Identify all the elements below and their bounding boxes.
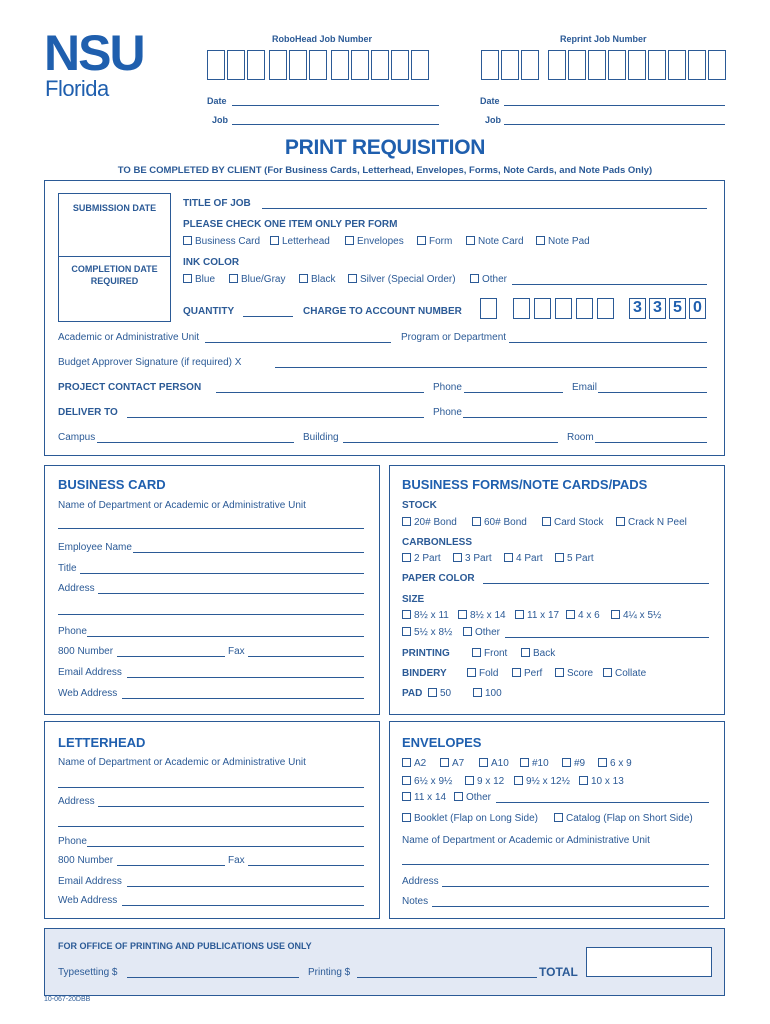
env-other[interactable]: Other [454, 792, 491, 803]
bindery-collate[interactable]: Collate [603, 668, 646, 679]
bc-fax-field[interactable] [248, 656, 364, 657]
logo-nsu: NSU [44, 25, 144, 81]
bc-address-field-2[interactable] [58, 614, 364, 615]
reprint-label: Reprint Job Number [560, 34, 647, 44]
checkbox-icon [512, 668, 521, 677]
lh-phone-label: Phone [58, 836, 87, 847]
ink-blue-gray[interactable]: Blue/Gray [229, 274, 285, 285]
campus-field[interactable] [97, 442, 294, 443]
lh-dept-field[interactable] [58, 787, 364, 788]
printing-back[interactable]: Back [521, 648, 555, 659]
checkbox-icon [402, 610, 411, 619]
size-other[interactable]: Other [463, 627, 500, 638]
paper-color-field[interactable] [483, 583, 709, 584]
job-label-1: Job [212, 115, 229, 125]
checkbox-icon [562, 758, 571, 767]
env-a10[interactable]: A10 [479, 758, 509, 769]
env-10x13[interactable]: 10 x 13 [579, 776, 624, 787]
lh-web-label: Web Address [58, 895, 118, 906]
env-6-5x9-5[interactable]: 6½ x 9½ [402, 776, 452, 787]
checkbox-icon [417, 236, 426, 245]
paper-color-label: PAPER COLOR [402, 573, 475, 584]
stock-label: STOCK [402, 500, 437, 511]
lh-fax-field[interactable] [248, 865, 364, 866]
account-digit: 3 [629, 298, 646, 319]
checkbox-icon [504, 553, 513, 562]
checkbox-icon [458, 610, 467, 619]
account-digit: 5 [669, 298, 686, 319]
logo-florida: Florida [45, 76, 109, 101]
printing-front[interactable]: Front [472, 648, 507, 659]
checkbox-icon [467, 668, 476, 677]
env-10[interactable]: #10 [520, 758, 549, 769]
checkbox-icon [566, 610, 575, 619]
ink-other-field[interactable] [512, 284, 707, 285]
campus-label: Campus [58, 432, 96, 443]
bc-dept-label: Name of Department or Academic or Administrative Unit [58, 500, 306, 511]
carbonless-label: CARBONLESS [402, 537, 473, 548]
typesetting-field[interactable] [127, 977, 299, 978]
env-9-5x12-5[interactable]: 9½ x 12½ [514, 776, 570, 787]
item-note-card[interactable]: Note Card [466, 236, 524, 247]
item-note-pad[interactable]: Note Pad [536, 236, 590, 247]
date-field-1[interactable] [232, 105, 439, 106]
total-field[interactable] [586, 947, 712, 977]
envelopes-heading: ENVELOPES [402, 735, 482, 750]
checkbox-icon [440, 758, 449, 767]
checkbox-icon [514, 776, 523, 785]
checkbox-icon [402, 758, 411, 767]
checkbox-icon [299, 274, 308, 283]
checkbox-icon [402, 792, 411, 801]
item-letterhead[interactable]: Letterhead [270, 236, 330, 247]
lh-email-label: Email Address [58, 876, 122, 887]
bc-employee-field[interactable] [133, 552, 364, 553]
checkbox-icon [479, 758, 488, 767]
bc-title-field[interactable] [80, 573, 364, 574]
building-label: Building [303, 432, 339, 443]
letterhead-section [44, 721, 380, 919]
bc-phone-field[interactable] [87, 636, 364, 637]
bc-800-field[interactable] [117, 656, 225, 657]
bindery-label: BINDERY [402, 668, 447, 679]
bindery-score[interactable]: Score [555, 668, 593, 679]
contact-phone-field[interactable] [464, 392, 563, 393]
env-9x12[interactable]: 9 x 12 [465, 776, 504, 787]
bindery-fold[interactable]: Fold [467, 668, 498, 679]
lh-address-field-2[interactable] [58, 826, 364, 827]
bc-phone-label: Phone [58, 626, 87, 637]
env-dept-field[interactable] [402, 864, 709, 865]
ink-black[interactable]: Black [299, 274, 335, 285]
date-label-2: Date [480, 96, 500, 106]
account-digit: 0 [689, 298, 706, 319]
checkbox-icon [554, 813, 563, 822]
lh-web-field[interactable] [122, 905, 364, 906]
checkbox-icon [470, 274, 479, 283]
size-8-5x14[interactable]: 8½ x 14 [458, 610, 506, 621]
program-label: Program or Department [401, 332, 507, 343]
env-booklet[interactable]: Booklet (Flap on Long Side) [402, 813, 538, 824]
checkbox-icon [402, 517, 411, 526]
deliver-to-field[interactable] [127, 417, 424, 418]
checkbox-icon [555, 553, 564, 562]
bindery-perf[interactable]: Perf [512, 668, 542, 679]
bc-employee-label: Employee Name [58, 542, 132, 553]
carbonless-3-part[interactable]: 3 Part [453, 553, 492, 564]
page-title: PRINT REQUISITION [284, 136, 486, 159]
item-form[interactable]: Form [417, 236, 452, 247]
size-8-5x11[interactable]: 8½ x 11 [402, 610, 449, 621]
checkbox-icon [402, 813, 411, 822]
page-subtitle: TO BE COMPLETED BY CLIENT (For Business Cards, Letterhead, Envelopes, Forms, Note Cards, and Note Pads Only) [117, 165, 653, 176]
quantity-label: QUANTITY [183, 306, 235, 317]
checkbox-icon [555, 668, 564, 677]
title-of-job-label: TITLE OF JOB [183, 198, 251, 209]
checkbox-icon [463, 627, 472, 636]
env-catalog[interactable]: Catalog (Flap on Short Side) [554, 813, 693, 824]
pad-50[interactable]: 50 [428, 688, 451, 699]
env-address-field[interactable] [442, 886, 709, 887]
academic-unit-field[interactable] [205, 342, 391, 343]
lh-800-label: 800 Number [58, 855, 114, 866]
size-11x17[interactable]: 11 x 17 [515, 610, 559, 621]
program-field[interactable] [509, 342, 707, 343]
bc-address-field[interactable] [98, 593, 364, 594]
checkbox-icon [472, 648, 481, 657]
checkbox-icon [454, 792, 463, 801]
lh-address-label: Address [58, 796, 95, 807]
size-5-5x8-5[interactable]: 5½ x 8½ [402, 627, 452, 638]
checkbox-icon [542, 517, 551, 526]
ink-silver[interactable]: Silver (Special Order) [348, 274, 456, 285]
printing-cost-label: Printing $ [308, 967, 351, 978]
checkbox-icon [611, 610, 620, 619]
lh-dept-label: Name of Department or Academic or Administrative Unit [58, 757, 306, 768]
ink-other[interactable]: Other [470, 274, 507, 285]
checkbox-icon [520, 758, 529, 767]
building-field[interactable] [343, 442, 558, 443]
checkbox-icon [183, 274, 192, 283]
carbonless-2-part[interactable]: 2 Part [402, 553, 441, 564]
env-notes-field[interactable] [432, 906, 709, 907]
env-address-label: Address [402, 876, 439, 887]
date-field-2[interactable] [504, 105, 725, 106]
contact-email-field[interactable] [598, 392, 707, 393]
printing-label: PRINTING [402, 648, 450, 659]
bc-dept-field[interactable] [58, 528, 364, 529]
form-code: 10-067-20DBB [44, 996, 91, 1003]
checkbox-icon [345, 236, 354, 245]
contact-person-field[interactable] [216, 392, 424, 393]
bc-email-label: Email Address [58, 667, 122, 678]
checkbox-icon [579, 776, 588, 785]
pad-label: PAD [402, 688, 423, 699]
budget-approver-label: Budget Approver Signature (if required) X [58, 357, 242, 368]
env-dept-label: Name of Department or Academic or Administrative Unit [402, 835, 650, 846]
env-9[interactable]: #9 [562, 758, 585, 769]
business-forms-heading: BUSINESS FORMS/NOTE CARDS/PADS [402, 477, 648, 492]
checkbox-icon [402, 553, 411, 562]
size-4-25x5-5[interactable]: 4¼ x 5½ [611, 610, 661, 621]
lh-email-field[interactable] [127, 886, 364, 887]
account-digit: 3 [649, 298, 666, 319]
letterhead-heading: LETTERHEAD [58, 735, 146, 750]
academic-unit-label: Academic or Administrative Unit [58, 332, 200, 343]
stock-card-stock[interactable]: Card Stock [542, 517, 603, 528]
checkbox-icon [598, 758, 607, 767]
room-label: Room [567, 432, 594, 443]
checkbox-icon [473, 688, 482, 697]
bc-title-label: Title [58, 563, 77, 574]
checkbox-icon [515, 610, 524, 619]
contact-person-label: PROJECT CONTACT PERSON [58, 382, 202, 393]
lh-800-field[interactable] [117, 865, 225, 866]
checkbox-icon [402, 776, 411, 785]
bc-800-label: 800 Number [58, 646, 114, 657]
bc-fax-label: Fax [228, 646, 245, 657]
checkbox-icon [402, 627, 411, 636]
checkbox-icon [466, 236, 475, 245]
job-label-2: Job [485, 115, 502, 125]
item-business-card[interactable]: Business Card [183, 236, 260, 247]
checkbox-icon [472, 517, 481, 526]
checkbox-icon [465, 776, 474, 785]
completion-date-label: COMPLETION DATE REQUIRED [71, 264, 158, 286]
checkbox-icon [229, 274, 238, 283]
checkbox-icon [616, 517, 625, 526]
size-4x6[interactable]: 4 x 6 [566, 610, 600, 621]
job-field-2[interactable] [504, 124, 725, 125]
checkbox-icon [428, 688, 437, 697]
stock-20-bond[interactable]: 20# Bond [402, 517, 457, 528]
env-other-field[interactable] [496, 802, 709, 803]
stock-crack-n-peel[interactable]: Crack N Peel [616, 517, 687, 528]
deliver-to-label: DELIVER TO [58, 407, 118, 418]
env-11x14[interactable]: 11 x 14 [402, 792, 446, 803]
deliver-phone-field[interactable] [463, 417, 707, 418]
checkbox-icon [348, 274, 357, 283]
budget-approver-field[interactable] [275, 367, 707, 368]
checkbox-icon [183, 236, 192, 245]
checkbox-icon [270, 236, 279, 245]
deliver-phone-label: Phone [433, 407, 462, 418]
room-field[interactable] [595, 442, 707, 443]
checkbox-icon [521, 648, 530, 657]
size-other-field[interactable] [505, 637, 709, 638]
bc-address-label: Address [58, 583, 95, 594]
pad-100[interactable]: 100 [473, 688, 502, 699]
bc-email-field[interactable] [127, 677, 364, 678]
quantity-field[interactable] [243, 316, 293, 317]
lh-phone-field[interactable] [87, 846, 364, 847]
robohead-label: RoboHead Job Number [272, 34, 373, 44]
contact-phone-label: Phone [433, 382, 462, 393]
item-envelopes[interactable]: Envelopes [345, 236, 404, 247]
carbonless-5-part[interactable]: 5 Part [555, 553, 594, 564]
typesetting-label: Typesetting $ [58, 967, 118, 978]
submission-date-label: SUBMISSION DATE [72, 203, 157, 213]
checkbox-icon [536, 236, 545, 245]
checkbox-icon [603, 668, 612, 677]
business-card-heading: BUSINESS CARD [58, 477, 166, 492]
env-a2[interactable]: A2 [402, 758, 426, 769]
ink-blue[interactable]: Blue [183, 274, 215, 285]
office-use-heading: FOR OFFICE OF PRINTING AND PUBLICATIONS USE ONLY [58, 941, 312, 951]
env-6x9[interactable]: 6 x 9 [598, 758, 632, 769]
contact-email-label: Email [572, 382, 598, 393]
ink-color-label: INK COLOR [183, 257, 240, 268]
printing-cost-field[interactable] [357, 977, 537, 978]
charge-account-label: CHARGE TO ACCOUNT NUMBER [303, 306, 462, 317]
env-a7[interactable]: A7 [440, 758, 464, 769]
title-of-job-field[interactable] [262, 208, 707, 209]
check-one-label: PLEASE CHECK ONE ITEM ONLY PER FORM [183, 219, 398, 230]
bc-web-label: Web Address [58, 688, 118, 699]
date-label-1: Date [207, 96, 227, 106]
env-notes-label: Notes [402, 896, 429, 907]
total-label: TOTAL [539, 965, 578, 979]
stock-60-bond[interactable]: 60# Bond [472, 517, 527, 528]
bc-web-field[interactable] [122, 698, 364, 699]
lh-address-field[interactable] [98, 806, 364, 807]
lh-fax-label: Fax [228, 855, 245, 866]
size-label: SIZE [402, 594, 425, 605]
checkbox-icon [453, 553, 462, 562]
job-field-1[interactable] [232, 124, 439, 125]
carbonless-4-part[interactable]: 4 Part [504, 553, 543, 564]
